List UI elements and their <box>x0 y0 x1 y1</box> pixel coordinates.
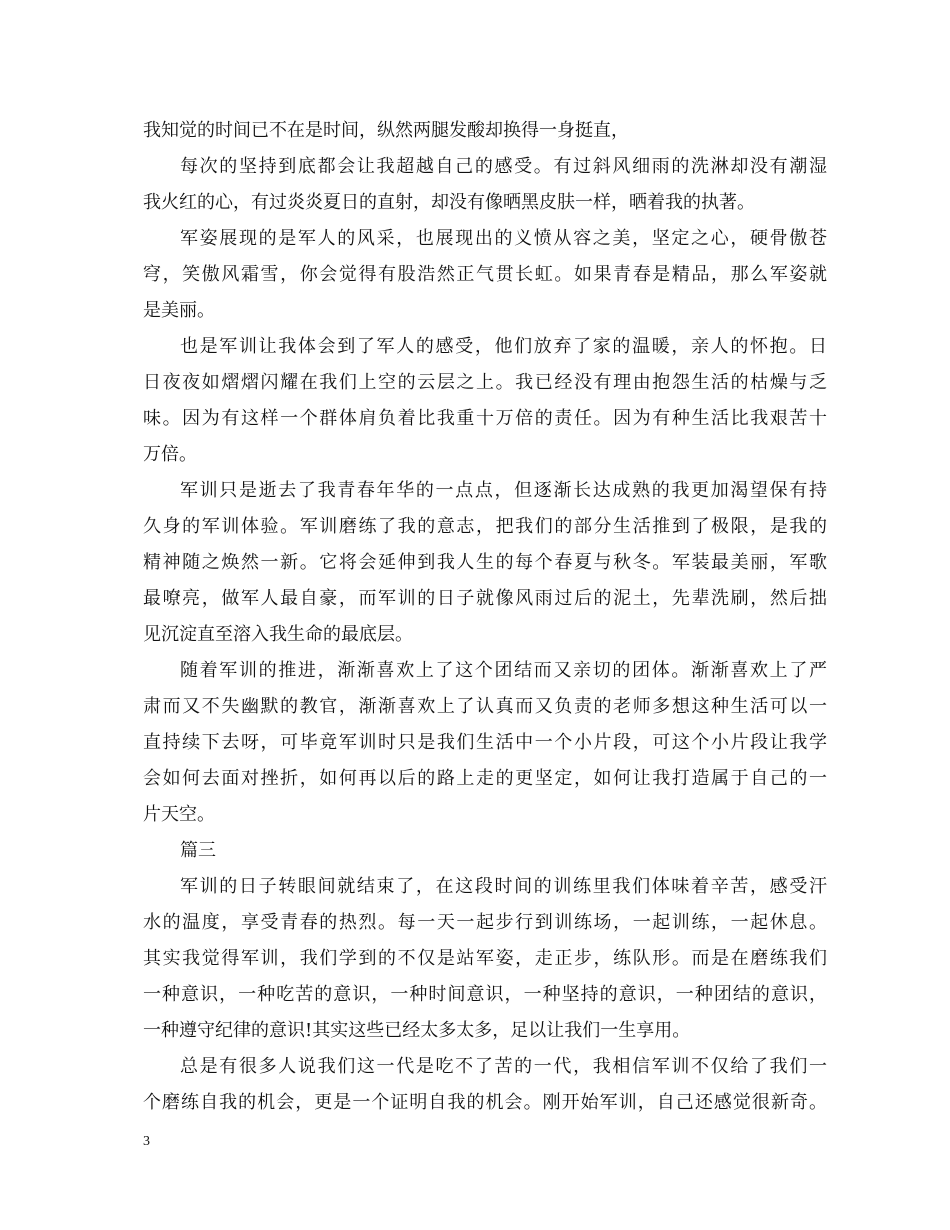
text-line: 总是有很多人说我们这一代是吃不了苦的一代，我相信军训不仅给了我们一 <box>180 1056 827 1077</box>
text-line: 我火红的心，有过炎炎夏日的直射，却没有像晒黑皮肤一样，晒着我的执著。 <box>143 192 755 213</box>
text-line: 军姿展现的是军人的风采，也展现出的义愤从容之美，坚定之心，硬骨傲苍 <box>180 228 827 249</box>
text-line: 肃而又不失幽默的教官，渐渐喜欢上了认真而又负责的老师多想这种生活可以一 <box>143 696 827 717</box>
text-line: 我知觉的时间已不在是时间，纵然两腿发酸却换得一身挺直， <box>143 120 629 141</box>
text-line: 会如何去面对挫折，如何再以后的路上走的更坚定，如何让我打造属于自己的一 <box>143 768 827 789</box>
text-line: 最嘹亮，做军人最自豪，而军训的日子就像风雨过后的泥土，先辈洗刷，然后拙 <box>143 588 827 609</box>
text-line: 一种遵守纪律的意识!其实这些已经太多太多，足以让我们一生享用。 <box>143 1020 691 1041</box>
text-line: 也是军训让我体会到了军人的感受，他们放弃了家的温暖，亲人的怀抱。日 <box>180 336 827 357</box>
text-line: 直持续下去呀，可毕竟军训时只是我们生活中一个小片段，可这个小片段让我学 <box>143 732 827 753</box>
text-line: 随着军训的推进，渐渐喜欢上了这个团结而又亲切的团体。渐渐喜欢上了严 <box>180 660 827 681</box>
text-line: 万倍。 <box>143 444 197 465</box>
text-line: 其实我觉得军训，我们学到的不仅是站军姿，走正步，练队形。而是在磨练我们 <box>143 948 827 969</box>
section-heading: 篇三 <box>180 840 216 861</box>
text-line: 味。因为有这样一个群体肩负着比我重十万倍的责任。因为有种生活比我艰苦十 <box>143 408 827 429</box>
text-line: 穹，笑傲风霜雪，你会觉得有股浩然正气贯长虹。如果青春是精品，那么军姿就 <box>143 264 827 285</box>
text-line: 是美丽。 <box>143 300 215 321</box>
text-line: 水的温度，享受青春的热烈。每一天一起步行到训练场，一起训练，一起休息。 <box>143 912 827 933</box>
text-line: 军训的日子转眼间就结束了，在这段时间的训练里我们体味着辛苦，感受汗 <box>180 876 827 897</box>
page-number: 3 <box>143 1134 150 1149</box>
text-line: 精神随之焕然一新。它将会延伸到我人生的每个春夏与秋冬。军装最美丽，军歌 <box>143 552 827 573</box>
text-line: 日夜夜如熠熠闪耀在我们上空的云层之上。我已经没有理由抱怨生活的枯燥与乏 <box>143 372 827 393</box>
text-line: 一种意识，一种吃苦的意识，一种时间意识，一种坚持的意识，一种团结的意识， <box>143 984 827 1005</box>
text-line: 军训只是逝去了我青春年华的一点点，但逐渐长达成熟的我更加渴望保有持 <box>180 480 827 501</box>
text-line: 片天空。 <box>143 804 215 825</box>
text-line: 个磨练自我的机会，更是一个证明自我的机会。刚开始军训，自己还感觉很新奇。 <box>143 1092 827 1113</box>
text-line: 见沉淀直至溶入我生命的最底层。 <box>143 624 413 645</box>
text-line: 每次的坚持到底都会让我超越自己的感受。有过斜风细雨的洗淋却没有潮湿 <box>180 156 827 177</box>
document-body <box>143 113 827 1121</box>
text-line: 久身的军训体验。军训磨练了我的意志，把我们的部分生活推到了极限，是我的 <box>143 516 827 537</box>
